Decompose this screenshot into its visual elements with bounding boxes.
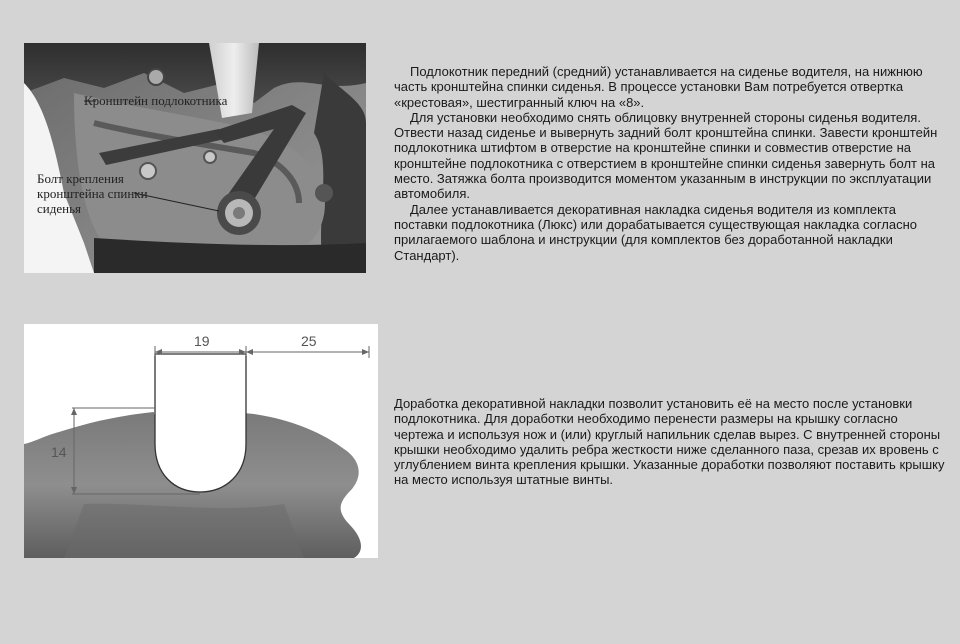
bolt-label: Болт крепления кронштейна спинки сиденья	[37, 171, 148, 216]
modification-paragraph: Доработка декоративной накладки позволит установить её на место после установки подлокотника. Для доработки необходимо перенести размеры на крышку согласно чертежа и используя нож и (или) круглый напильник сделав вырез. С внутренней стороны крышки необходимо удалить ребра жесткости ниже сделанного паза, срезав их вровень с углублением винта крепления крышки. Указанные доработки позволяют поставить крышку на место используя штатные винты.	[394, 396, 945, 488]
bracket-label: Кронштейн подлокотника	[84, 93, 228, 108]
dimension-14: 14	[51, 444, 67, 460]
dimension-19: 19	[194, 333, 210, 349]
instruction-paragraph-1: Подлокотник передний (средний) устанавливается на сиденье водителя, на нижнюю часть кронштейна спинки сиденья. В процессе установки Вам потребуется отвертка «крестовая», шестигранный ключ на «8».	[394, 64, 923, 110]
cutout-drawing	[24, 324, 378, 558]
cover-modification-instructions	[394, 396, 946, 488]
instruction-paragraph-3: Далее устанавливается декоративная накладка сиденья водителя из комплекта поставки подлокотника (Люкс) или дорабатывается существующая накладка согласно прилагаемого шаблона и инструкции (для комплектов без доработанной накладки Стандарт).	[394, 201, 918, 263]
bracket-photo-image	[24, 43, 366, 273]
instruction-paragraph-2: Для установки необходимо снять облицовку внутренней стороны сиденья водителя. Отвести назад сиденье и вывернуть задний болт кронштейна спинки. Завести кронштейн подлокотника штифтом в отверстие на кронштейне спинки и совместив отверстие на кронштейне подлокотника с отверстием в кронштейне спинки сиденья завернуть болт на место. Затяжка болта производится моментом указанным в инструкции по эксплуатации автомобиля.	[394, 109, 938, 202]
cutout-drawing-image	[24, 324, 378, 558]
bracket-photo	[24, 43, 366, 273]
installation-instructions	[394, 64, 950, 263]
dimension-25: 25	[301, 333, 317, 349]
